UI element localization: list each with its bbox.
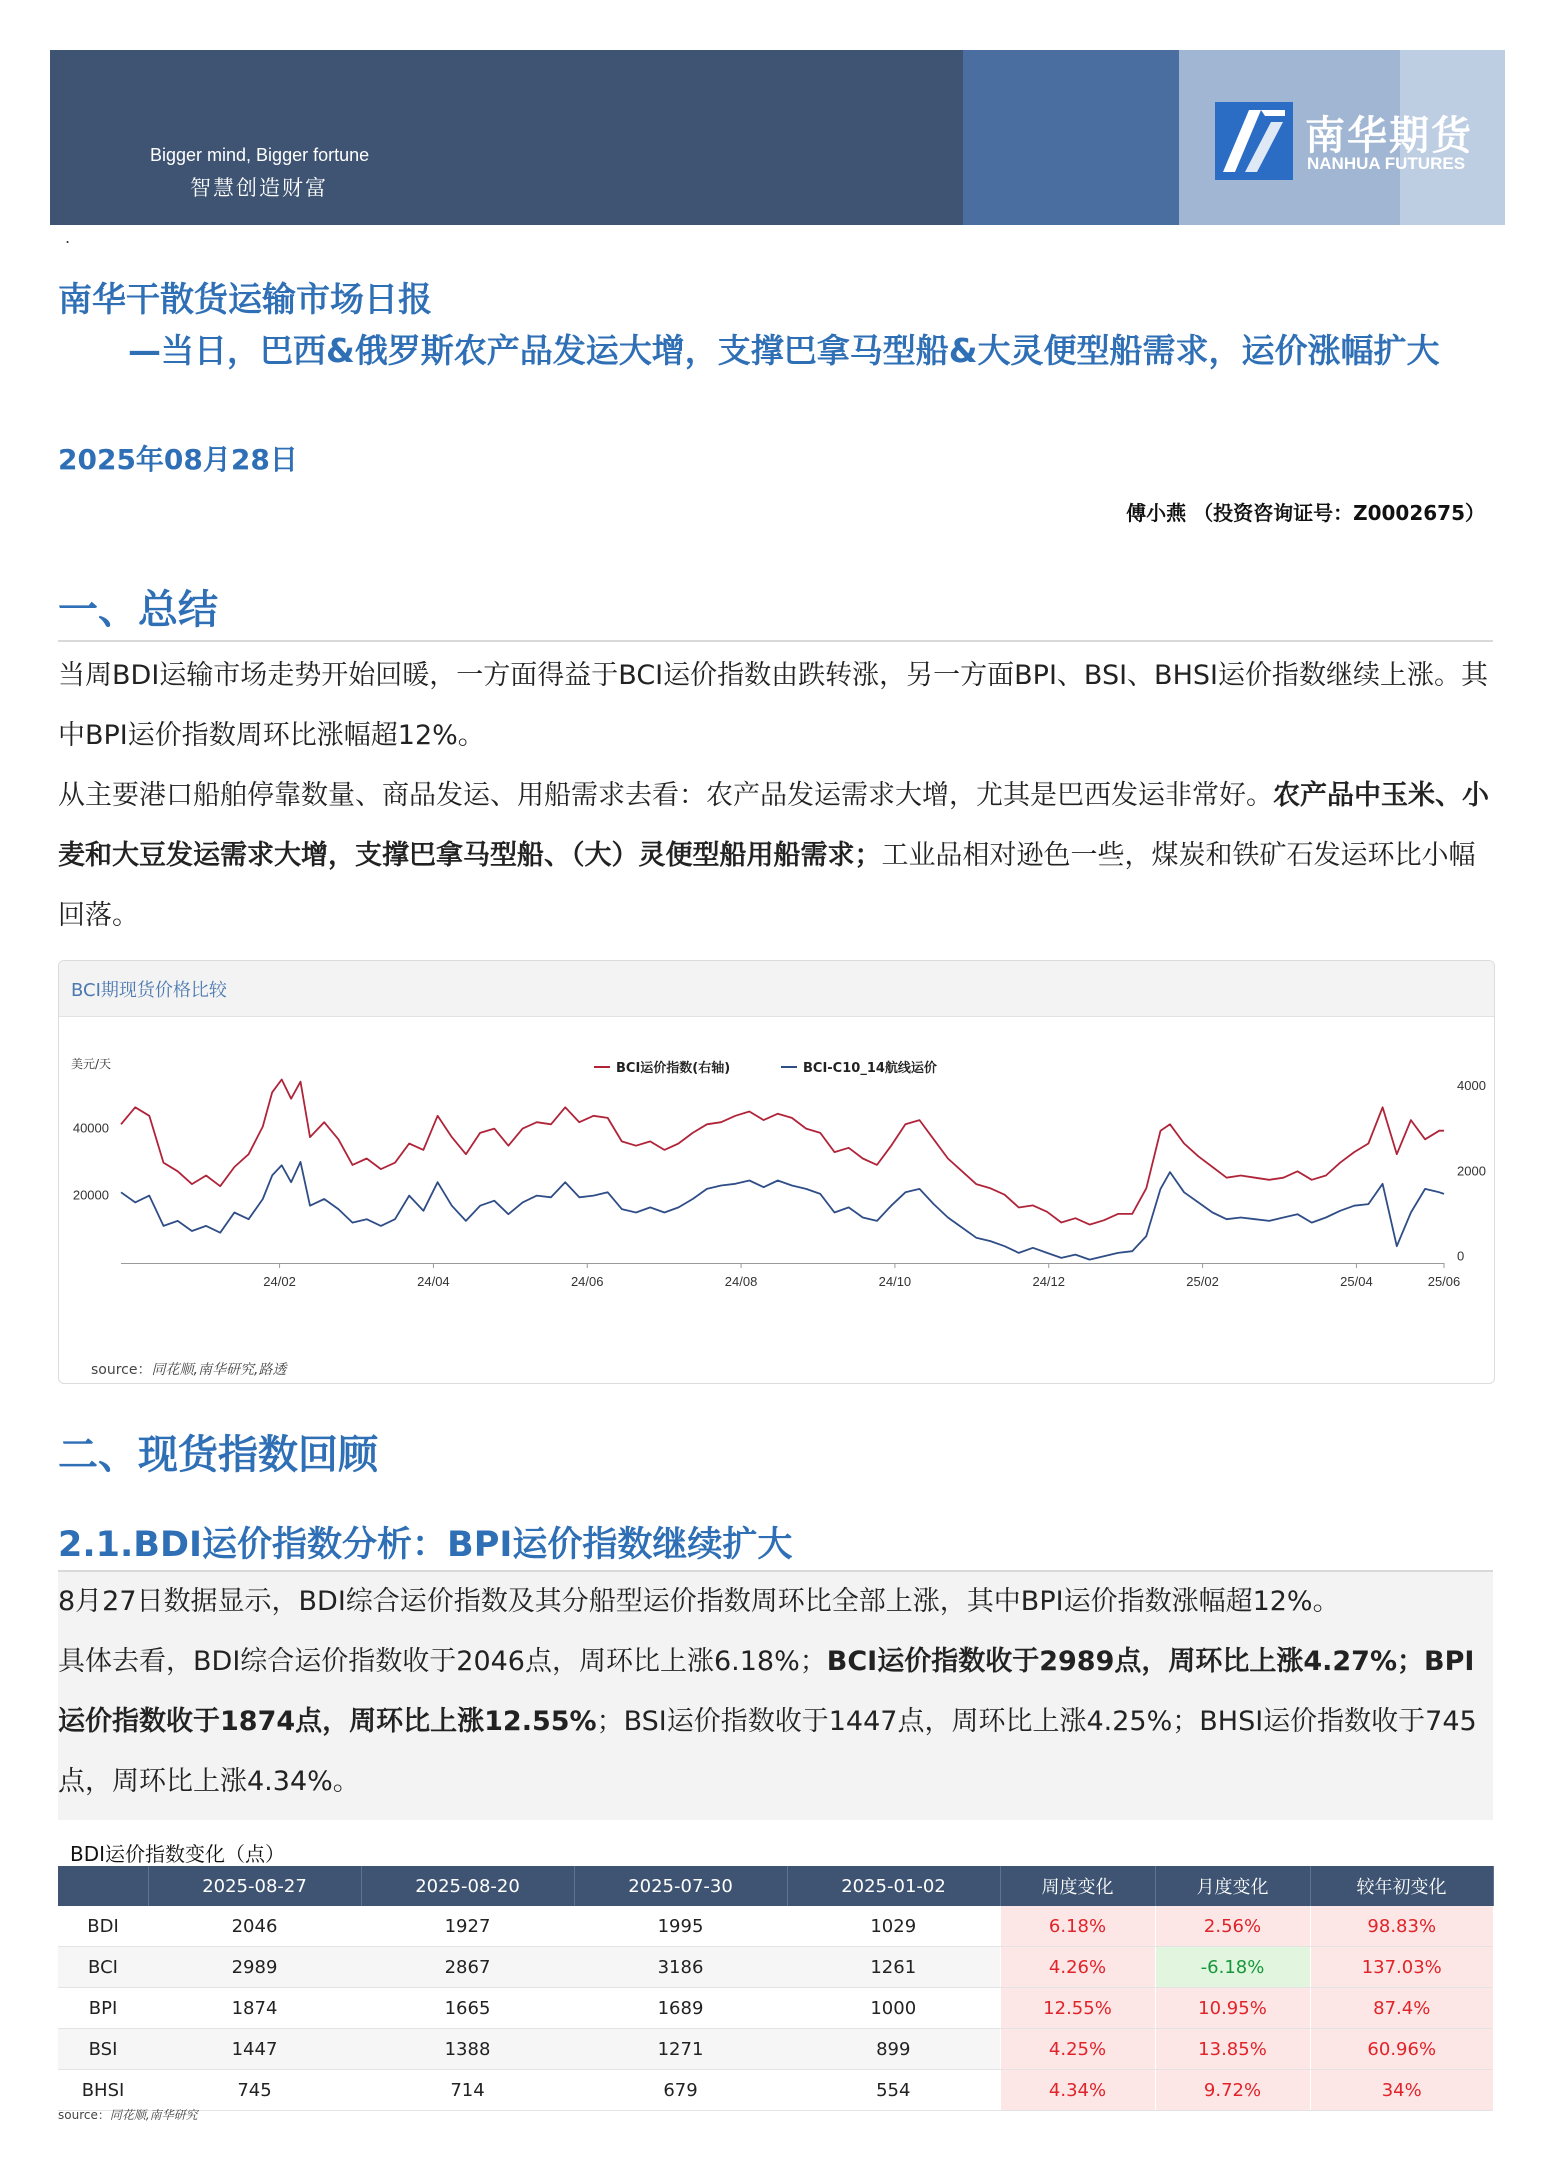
- table-cell: 2046: [148, 1906, 361, 1947]
- table-cell: 3186: [574, 1947, 787, 1988]
- bci-line-chart: [59, 1016, 1494, 1356]
- banner-dark-panel: [50, 50, 963, 225]
- left-axis-unit: 美元/天: [71, 1057, 112, 1071]
- summary-paragraph-2: [58, 766, 1498, 946]
- table-header-cell: [58, 1866, 148, 1906]
- table-header-cell: 2025-08-27: [148, 1866, 361, 1906]
- table-header-cell: 2025-08-20: [361, 1866, 574, 1906]
- section-summary-heading: 一、总结: [58, 587, 218, 633]
- logo-english-name: NANHUA FUTURES: [1307, 154, 1466, 173]
- table-source: [58, 2106, 198, 2123]
- x-tick-label: 24/12: [1032, 1274, 1066, 1289]
- table-header-cell: 2025-01-02: [787, 1866, 1000, 1906]
- company-logo: [1215, 102, 1500, 182]
- banner-mid-panel: [963, 50, 1179, 225]
- table-source-value: 同花顺,南华研究: [109, 2108, 198, 2122]
- summary-p2-part-a: 从主要港口船舶停靠数量、商品发运、用船需求去看：农产品发运需求大增，尤其是巴西发运非常好。: [58, 780, 1273, 811]
- table-header-cell: 2025-07-30: [574, 1866, 787, 1906]
- table-row: [58, 2029, 1493, 2070]
- summary-p2-bold: 农产品中玉米、小麦和大豆发运需求大增，支撑巴拿马型船、（大）灵便型船用船需求；: [58, 780, 1489, 871]
- row-label-cell: BHSI: [58, 2070, 148, 2111]
- table-source-label: source：: [58, 2108, 110, 2122]
- section-spot-index-heading: 二、现货指数回顾: [58, 1432, 378, 1478]
- table-cell: 6.18%: [1000, 1906, 1155, 1947]
- table-cell: 554: [787, 2070, 1000, 2111]
- table-row: [58, 1988, 1493, 2029]
- report-subtitle: —当日，巴西&俄罗斯农产品发运大增，支撑巴拿马型船&大灵便型船需求，运价涨幅扩大: [128, 331, 1440, 370]
- x-tick-label: 25/06: [1427, 1274, 1461, 1289]
- analysis-paragraph-1: 8月27日数据显示，BDI综合运价指数及其分船型运价指数周环比全部上涨，其中BPI运价指数涨幅超12%。: [58, 1586, 1340, 1617]
- table-header-row: [58, 1866, 1493, 1906]
- section-divider: [58, 640, 1493, 642]
- table-row: [58, 1906, 1493, 1947]
- table-cell: 714: [361, 2070, 574, 2111]
- chart-card-header: [59, 961, 1494, 1017]
- table-cell: 10.95%: [1155, 1988, 1310, 2029]
- table-row: [58, 2070, 1493, 2111]
- x-tick-label: 24/10: [878, 1274, 912, 1289]
- table-cell: 1000: [787, 1988, 1000, 2029]
- table-header-cell: 较年初变化: [1310, 1866, 1493, 1906]
- summary-paragraph-1: 当周BDI运输市场走势开始回暖，一方面得益于BCI运价指数由跌转涨，另一方面BPI、BSI、BHSI运价指数继续上涨。其中BPI运价指数周环比涨幅超12%。: [58, 660, 1488, 751]
- analysis-p2-bold: BCI运价指数收于2989点，周环比上涨4.27%；BPI运价指数收于1874点，周环比上涨12.55%: [58, 1646, 1475, 1737]
- chart-source-label: source：: [91, 1362, 152, 1378]
- table-cell: 1388: [361, 2029, 574, 2070]
- x-tick-label: 24/08: [724, 1274, 758, 1289]
- table-cell: 899: [787, 2029, 1000, 2070]
- row-label-cell: BSI: [58, 2029, 148, 2070]
- table-cell: 9.72%: [1155, 2070, 1310, 2111]
- table-cell: -6.18%: [1155, 1947, 1310, 1988]
- right-tick-label: 4000: [1457, 1077, 1486, 1093]
- table-cell: 1665: [361, 1988, 574, 2029]
- table-cell: 60.96%: [1310, 2029, 1493, 2070]
- row-label-cell: BDI: [58, 1906, 148, 1947]
- table-cell: 679: [574, 2070, 787, 2111]
- table-cell: 1689: [574, 1988, 787, 2029]
- table-cell: 12.55%: [1000, 1988, 1155, 2029]
- table-row: [58, 1947, 1493, 1988]
- right-tick-label: 2000: [1457, 1163, 1486, 1179]
- table-title: BDI运价指数变化（点）: [70, 1842, 286, 1866]
- table-cell: 13.85%: [1155, 2029, 1310, 2070]
- table-cell: 1447: [148, 2029, 361, 2070]
- x-tick-label: 25/02: [1186, 1274, 1219, 1289]
- table-cell: 34%: [1310, 2070, 1493, 2111]
- logo-chinese-name: 南华期货: [1305, 113, 1473, 159]
- nanhua-logo-icon: [1215, 102, 1293, 180]
- table-cell: 1029: [787, 1906, 1000, 1947]
- bdi-analysis-heading: 2.1.BDI运价指数分析：BPI运价指数继续扩大: [58, 1525, 793, 1565]
- chart-card-title: BCI期现货价格比较: [71, 980, 227, 1001]
- slogan-english: Bigger mind, Bigger fortune: [150, 145, 370, 165]
- table-cell: 1927: [361, 1906, 574, 1947]
- table-header-cell: 周度变化: [1000, 1866, 1155, 1906]
- chart-source: [91, 1359, 286, 1379]
- summary-p2-part-c: 工业品相对逊色一些，煤炭和铁矿石发运环比小幅回落。: [58, 840, 1476, 931]
- x-tick-label: 24/02: [263, 1274, 296, 1289]
- report-date: 2025年08月28日: [58, 443, 298, 476]
- header-dot: .: [65, 228, 71, 247]
- bci-chart-card: [58, 960, 1495, 1384]
- x-tick-label: 24/04: [417, 1274, 450, 1289]
- table-cell: 87.4%: [1310, 1988, 1493, 2029]
- table-cell: 2989: [148, 1947, 361, 1988]
- x-tick-label: 24/06: [570, 1274, 604, 1289]
- table-cell: 745: [148, 2070, 361, 2111]
- table-cell: 1271: [574, 2029, 787, 2070]
- left-tick-label: 40000: [72, 1120, 109, 1136]
- table-cell: 4.34%: [1000, 2070, 1155, 2111]
- table-cell: 4.26%: [1000, 1947, 1155, 1988]
- analysis-paragraph-2: [58, 1632, 1498, 1812]
- table-cell: 1261: [787, 1947, 1000, 1988]
- analysis-p2-part-c: ；BSI运价指数收于1447点，周环比上涨4.25%；BHSI运价指数收于745点，周环比上涨4.34%。: [58, 1706, 1477, 1797]
- analysis-p2-part-a: 具体去看，BDI综合运价指数收于2046点，周环比上涨6.18%；: [58, 1646, 827, 1677]
- x-tick-label: 25/04: [1340, 1274, 1373, 1289]
- chart-source-value: 同花顺,南华研究,路透: [151, 1362, 287, 1378]
- report-title: 南华干散货运输市场日报: [58, 280, 432, 320]
- left-tick-label: 20000: [72, 1187, 109, 1203]
- row-label-cell: BCI: [58, 1947, 148, 1988]
- table-cell: 1874: [148, 1988, 361, 2029]
- table-cell: 2.56%: [1155, 1906, 1310, 1947]
- bdi-index-table: [58, 1866, 1494, 2111]
- table-cell: 2867: [361, 1947, 574, 1988]
- legend-label: BCI-C10_14航线运价: [803, 1061, 937, 1076]
- table-cell: 1995: [574, 1906, 787, 1947]
- table-cell: 4.25%: [1000, 2029, 1155, 2070]
- row-label-cell: BPI: [58, 1988, 148, 2029]
- table-header-cell: 月度变化: [1155, 1866, 1310, 1906]
- right-tick-label: 0: [1457, 1248, 1465, 1264]
- bci-index-series-line: [121, 1080, 1444, 1225]
- report-author: 傅小燕 （投资咨询证号：Z0002675）: [1126, 501, 1485, 525]
- table-cell: 137.03%: [1310, 1947, 1493, 1988]
- table-cell: 98.83%: [1310, 1906, 1493, 1947]
- slogan-chinese: 智慧创造财富: [190, 176, 328, 200]
- legend-label: BCI运价指数(右轴): [616, 1061, 731, 1076]
- header-banner: [50, 50, 1505, 225]
